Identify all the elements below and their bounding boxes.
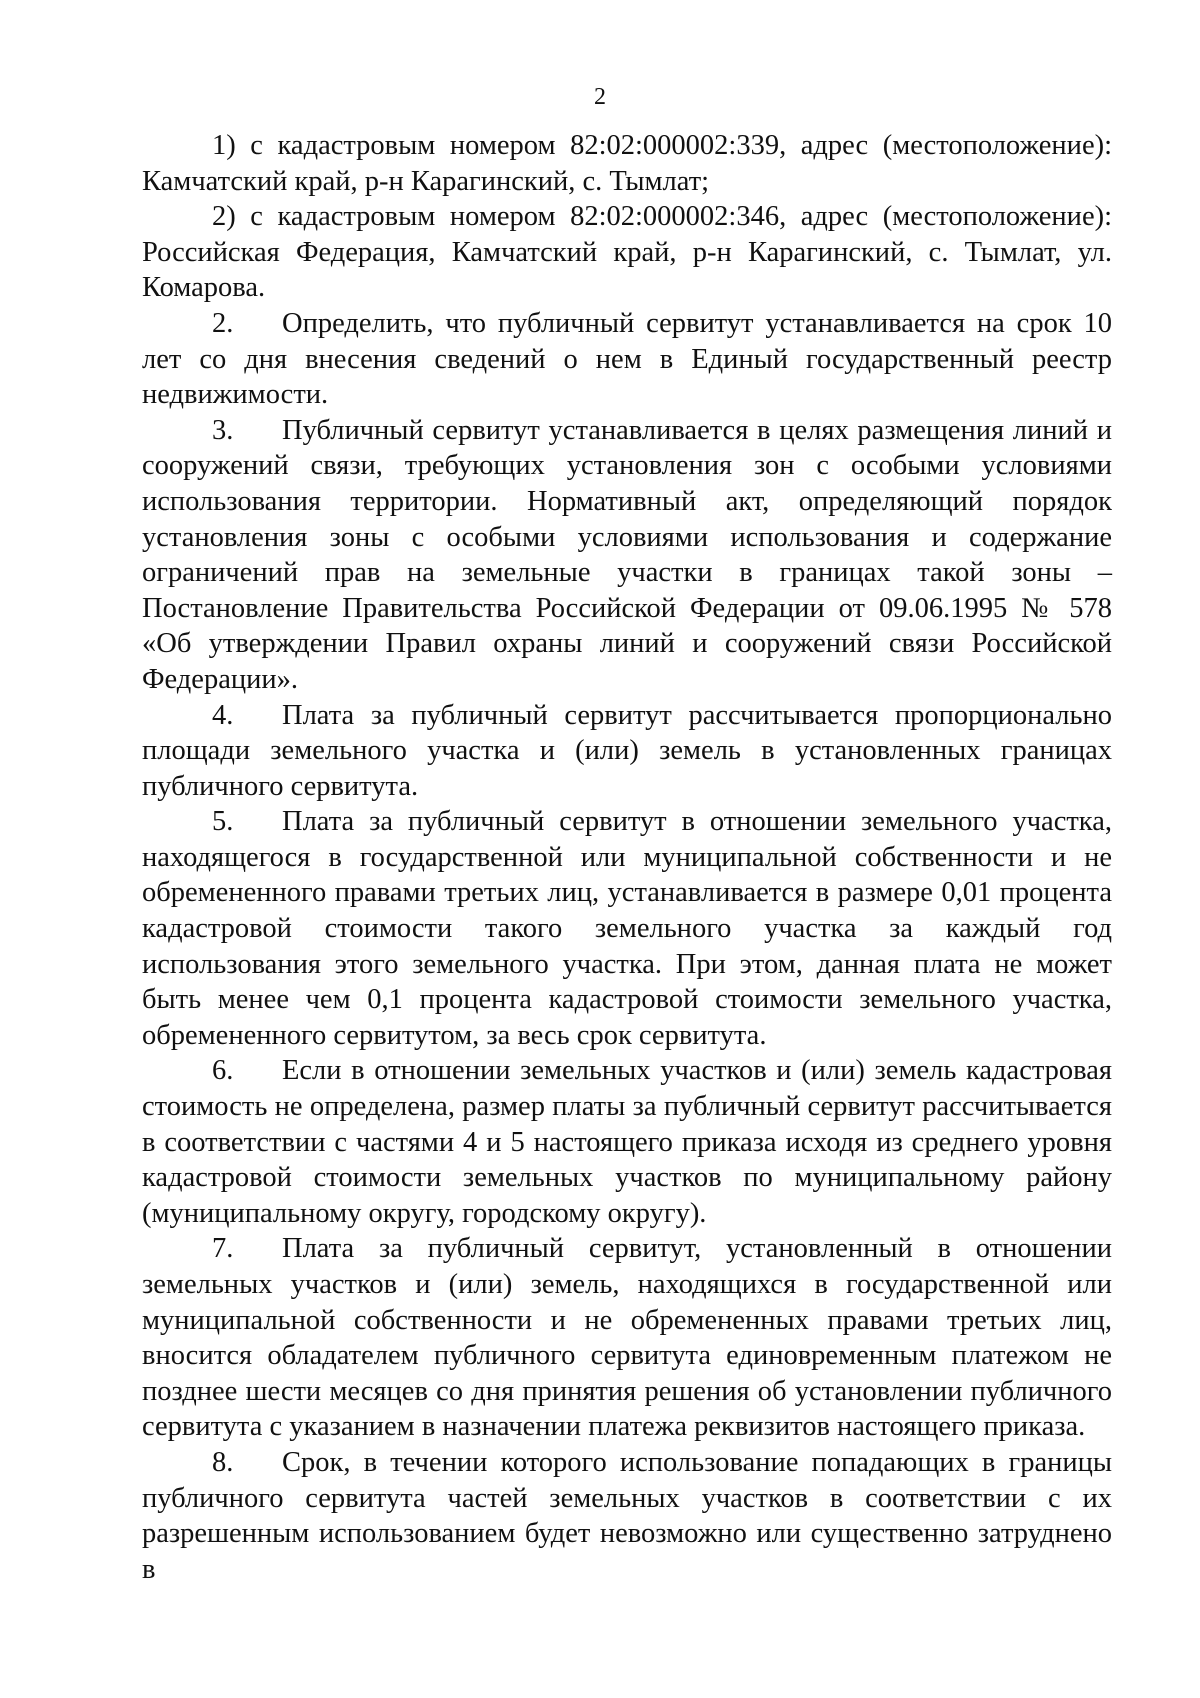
paragraph-number: 3.	[212, 414, 234, 446]
page-number: 2	[594, 84, 606, 110]
paragraph-number: 7.	[212, 1233, 234, 1265]
paragraph-text: 1) с кадастровым номером 82:02:000002:339, адрес (местоположение): Камчатский край, р-н Карагинский, с. Тымлат;	[142, 130, 1112, 197]
paragraph-number: 8.	[212, 1446, 234, 1478]
paragraph-text: 2) с кадастровым номером 82:02:000002:346, адрес (местоположение): Российская Федерация, Камчатский край, р-н Карагинский, с. Тымлат, ул. Комарова.	[142, 201, 1112, 304]
paragraph-6	[142, 1053, 1112, 1231]
paragraph-text: Публичный сервитут устанавливается в целях размещения линий и сооружений связи, требующих установления зон с особыми условиями использования территории. Нормативный акт, определяющий порядок установления зоны с особыми условиями использования и содержание ограничений прав на земельные участки в границах такой зоны – Постановление Правительства Российской Федерации от 09.06.1995 № 578 «Об утверждении Правил охраны линий и сооружений связи Российской Федерации».	[142, 414, 1112, 695]
paragraph-text: Плата за публичный сервитут, установленный в отношении земельных участков и (или) земель, находящихся в государственной или муниципальной собственности и не обремененных правами третьих лиц, вносится обладателем публичного сервитута единовременным платежом не позднее шести месяцев со дня принятия решения об установлении публичного сервитута с указанием в назначении платежа реквизитов настоящего приказа.	[142, 1233, 1112, 1443]
paragraph-7	[142, 1231, 1112, 1445]
paragraph-number: 4.	[212, 699, 234, 731]
document-body	[142, 128, 1112, 1587]
paragraph-text: Если в отношении земельных участков и (или) земель кадастровая стоимость не определена, размер платы за публичный сервитут рассчитывается в соответствии с частями 4 и 5 настоящего приказа исходя из среднего уровня кадастровой стоимости земельных участков по муниципальному району (муниципальному округу, городскому округу).	[142, 1055, 1112, 1229]
paragraph-text: Плата за публичный сервитут в отношении земельного участка, находящегося в государственной или муниципальной собственности и не обремененного правами третьих лиц, устанавливается в размере 0,01 процента кадастровой стоимости такого земельного участка за каждый год использования этого земельного участка. При этом, данная плата не может быть менее чем 0,1 процента кадастровой стоимости земельного участка, обремененного сервитутом, за весь срок сервитута.	[142, 806, 1112, 1051]
paragraph-text: Плата за публичный сервитут рассчитывается пропорционально площади земельного участка и (или) земель в установленных границах публичного сервитута.	[142, 699, 1112, 802]
paragraph-1-1	[142, 128, 1112, 199]
paragraph-4	[142, 698, 1112, 805]
paragraph-text: Срок, в течении которого использование попадающих в границы публичного сервитута частей земельных участков в соответствии с их разрешенным использованием будет невозможно или существенно затруднено в	[142, 1446, 1112, 1585]
paragraph-text: Определить, что публичный сервитут устанавливается на срок 10 лет со дня внесения сведений о нем в Единый государственный реестр недвижимости.	[142, 307, 1112, 411]
paragraph-number: 5.	[212, 806, 234, 838]
paragraph-2	[142, 306, 1112, 413]
paragraph-3	[142, 413, 1112, 698]
paragraph-5	[142, 804, 1112, 1053]
paragraph-number: 6.	[212, 1055, 234, 1087]
paragraph-8	[142, 1445, 1112, 1587]
paragraph-1-2	[142, 199, 1112, 306]
paragraph-number: 2.	[212, 307, 234, 339]
